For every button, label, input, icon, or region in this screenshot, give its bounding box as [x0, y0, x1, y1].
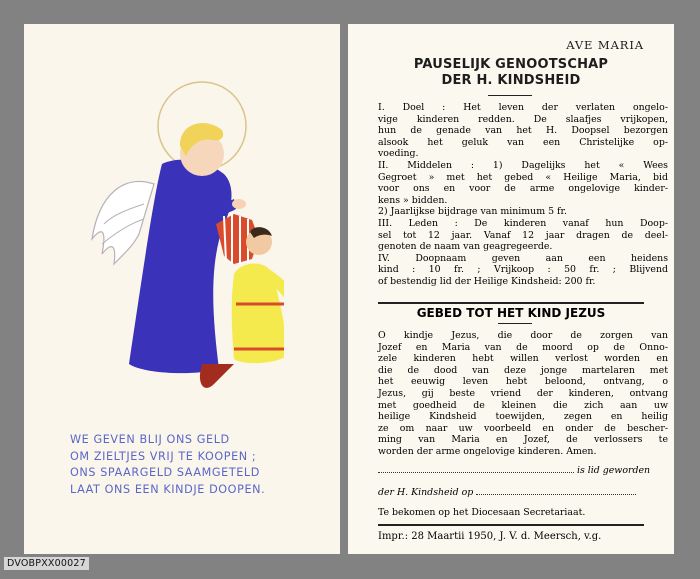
divider [498, 323, 532, 324]
prayer-paragraph [378, 330, 668, 458]
rules-line: sel tot 12 jaar. Vanaf 12 jaar dragen de deel- [378, 229, 668, 241]
prayer-line: ze om naar uw voorbeeld en onder de bescher- [378, 422, 668, 434]
rules-line: vige kinderen redden. De slaafjes vrijkopen, [378, 113, 668, 125]
rules-line: I. Doel : Het leven der verlaten ongelo- [378, 102, 668, 113]
poem-line: ONS SPAARGELD SAAMGETELD [70, 466, 260, 480]
member-fill-line [378, 464, 650, 476]
rules-line: alsook het geluk van een Christelijke op- [378, 136, 668, 148]
rules-line: 2) Jaarlijkse bijdrage van minimum 5 fr. [378, 206, 567, 218]
archive-id-label: DVOBPXX00027 [4, 557, 89, 570]
prayer-line: het eeuwig leven hebt beloond, ontvang, o [378, 376, 668, 388]
prayer-line: Jozef en Maria van de moord op de Onno- [378, 341, 668, 353]
rules-line: III. Leden : De kinderen vanaf hun Doop- [378, 217, 668, 229]
rules-line: kind : 10 fr. ; Vrijkoop : 50 fr. ; Blijvend [378, 264, 668, 276]
secretariat-note: Te bekomen op het Diocesaan Secretariaat. [378, 507, 586, 518]
dotted-blank [378, 464, 574, 473]
prayer-line: O kindje Jezus, die door de zorgen van [378, 330, 668, 341]
ave-maria-header: AVE MARIA [566, 38, 644, 52]
angel-child-illustration [84, 64, 284, 414]
prayer-line: die de dood van deze jonge martelaren met [378, 364, 668, 376]
poem-line: LAAT ONS EEN KINDJE DOOPEN. [70, 482, 266, 496]
rules-line: voeding. [378, 148, 419, 160]
wing [92, 181, 154, 264]
prayer-line: heilige Kindsheid toewijden, zegen en heilig [378, 411, 668, 423]
prayer-line: Jezus, gij beste vriend der kinderen, ontvang [378, 387, 668, 399]
poem [70, 432, 265, 498]
member-label: is lid geworden [576, 465, 651, 476]
prayer-line: ming van Maria en Jozef, de verlossers te [378, 434, 668, 446]
poem-line: OM ZIELTJES VRIJ TE KOOPEN ; [70, 449, 257, 463]
rules-line: hun de genade van het H. Doopsel bezorgen [378, 125, 668, 137]
rules-line: of bestendig lid der Heilige Kindsheid: 200 fr. [378, 275, 596, 287]
right-card [348, 24, 674, 554]
rules-line: IV. Doopnaam geven aan een heidens [378, 252, 668, 264]
rules-line: Gegroet » met het gebed « Heilige Maria, bid [378, 171, 668, 183]
title-line-2: DER H. KINDSHEID [441, 73, 581, 88]
rules-line: II. Middelen : 1) Dagelijks het « Wees [378, 159, 668, 171]
date-label: der H. Kindsheid op [378, 487, 474, 498]
imprimatur: Impr.: 28 Maartii 1950, J. V. d. Meersch, v.g. [378, 531, 602, 542]
title-line-1: PAUSELIJK GENOOTSCHAP [413, 57, 609, 72]
left-card [24, 24, 340, 554]
date-fill-line [378, 486, 636, 498]
divider [378, 302, 644, 304]
prayer-title: GEBED TOT HET KIND JEZUS [416, 306, 606, 320]
rules-paragraph [378, 102, 668, 288]
rules-line: voor ons en voor de arme ongelovige kinder- [378, 183, 668, 195]
divider [488, 95, 532, 96]
rules-line: genoten de naam van geagregeerde. [378, 241, 553, 253]
prayer-line: worden der arme ongelovige kinderen. Amen. [378, 445, 597, 457]
poem-line: WE GEVEN BLIJ ONS GELD [70, 433, 230, 446]
prayer-line: zele kinderen hebt willen verlost worden en [378, 353, 668, 365]
divider [378, 524, 644, 526]
rules-line: kens » bidden. [378, 194, 448, 206]
dotted-blank [476, 486, 636, 495]
prayer-line: met goedheid de kleinen die zich aan uw [378, 399, 668, 411]
